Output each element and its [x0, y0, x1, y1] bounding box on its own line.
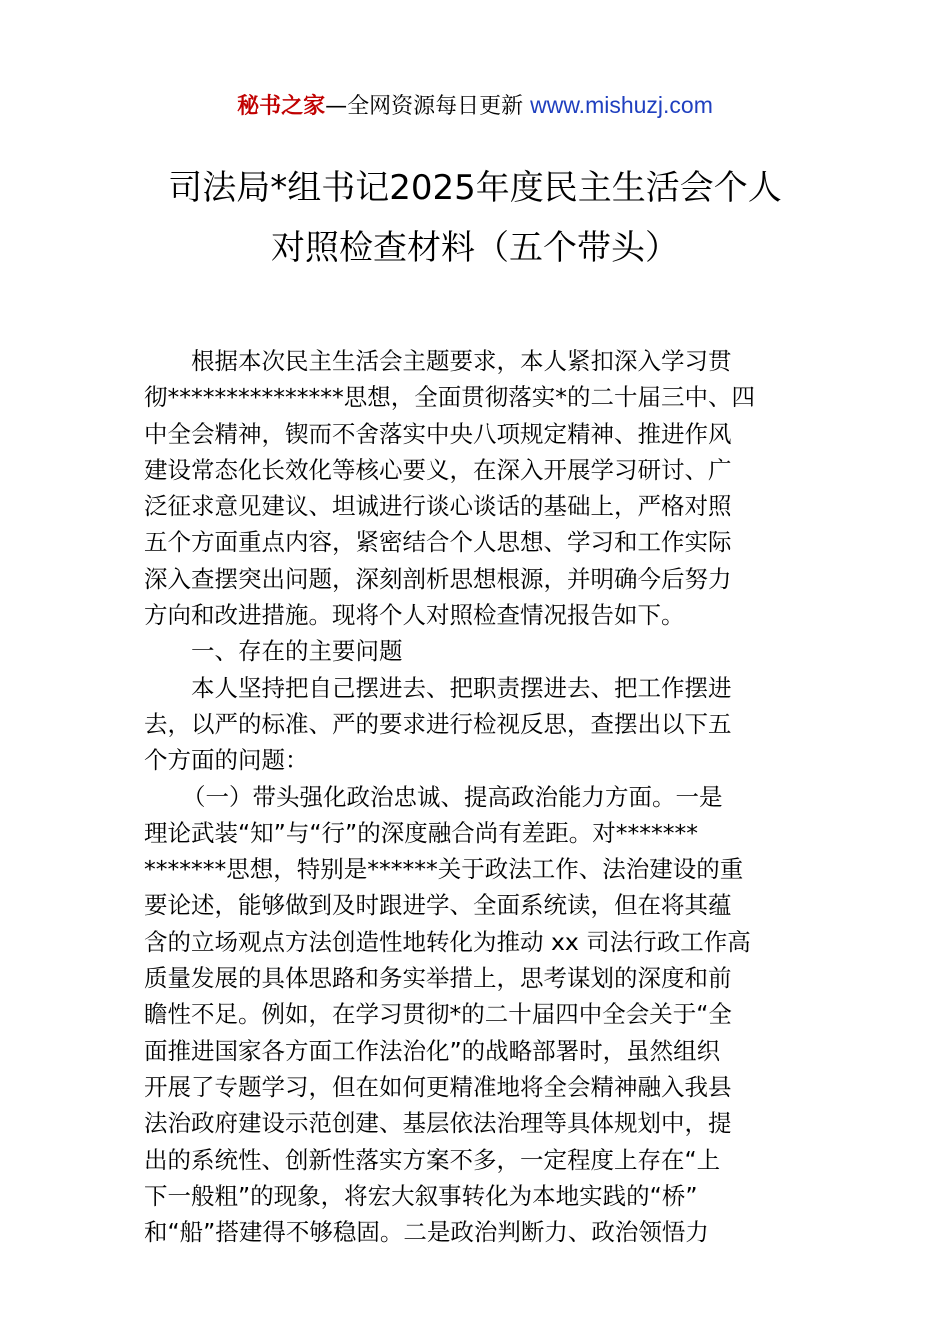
body-line: 理论武装“知”与“行”的深度融合尚有差距。对*******: [144, 818, 698, 847]
body-line: 下一般粗”的现象，将宏大叙事转化为本地实践的“桥”: [144, 1181, 698, 1210]
site-header: [0, 88, 950, 124]
section-heading: 一、存在的主要问题: [191, 637, 403, 666]
body-line: 和“船”搭建得不够稳固。二是政治判断力、政治领悟力: [144, 1218, 709, 1247]
body-line: 要论述，能够做到及时跟进学、全面系统读，但在将其蕴: [144, 891, 732, 920]
body-line: 根据本次民主生活会主题要求，本人紧扣深入学习贯: [191, 347, 732, 375]
document-title: [100, 158, 850, 278]
title-line-2: 对照检查材料（五个带头）: [271, 228, 679, 268]
title-line-1: 司法局*组书记2025年度民主生活会个人: [168, 168, 782, 208]
body-line: 个方面的问题：: [144, 746, 309, 775]
body-line: 彻***************思想，全面贯彻落实*的二十届三中、四: [144, 383, 755, 412]
body-line: 深入查摆突出问题，深刻剖析思想根源，并明确今后努力: [144, 564, 732, 593]
body-line: 本人坚持把自己摆进去、把职责摆进去、把工作摆进: [191, 673, 732, 702]
body-line: 面推进国家各方面工作法治化”的战略部署时，虽然组织: [144, 1036, 721, 1065]
document-body: [144, 343, 808, 1250]
header-slogan: —全网资源每日更新: [325, 94, 531, 119]
body-line: 开展了专题学习，但在如何更精准地将全会精神融入我县: [144, 1072, 732, 1101]
body-line: 瞻性不足。例如，在学习贯彻*的二十届四中全会关于“全: [144, 1000, 732, 1029]
body-line: 五个方面重点内容，紧密结合个人思想、学习和工作实际: [144, 528, 732, 557]
body-line: 质量发展的具体思路和务实举措上，思考谋划的深度和前: [144, 964, 732, 993]
body-line: 泛征求意见建议、坦诚进行谈心谈话的基础上，严格对照: [144, 492, 732, 521]
brand-name: 秘书之家: [237, 94, 326, 119]
body-line: 建设常态化长效化等核心要义，在深入开展学习研讨、广: [144, 455, 732, 484]
body-line: 出的系统性、创新性落实方案不多，一定程度上存在“上: [144, 1145, 721, 1174]
body-line: 含的立场观点方法创造性地转化为推动 xx 司法行政工作高: [144, 927, 751, 956]
subsection-heading: （一）带头强化政治忠诚、提高政治能力方面。一是: [182, 782, 723, 811]
site-url-link[interactable]: www.mishuzj.com: [530, 92, 713, 118]
body-line: 方向和改进措施。现将个人对照检查情况报告如下。: [144, 601, 685, 630]
body-line: *******思想，特别是******关于政法工作、法治建设的重: [144, 855, 744, 884]
body-line: 去，以严的标准、严的要求进行检视反思，查摆出以下五: [144, 709, 732, 738]
body-line: 中全会精神，锲而不舍落实中央八项规定精神、推进作风: [144, 419, 732, 448]
body-line: 法治政府建设示范创建、基层依法治理等具体规划中，提: [144, 1109, 732, 1138]
